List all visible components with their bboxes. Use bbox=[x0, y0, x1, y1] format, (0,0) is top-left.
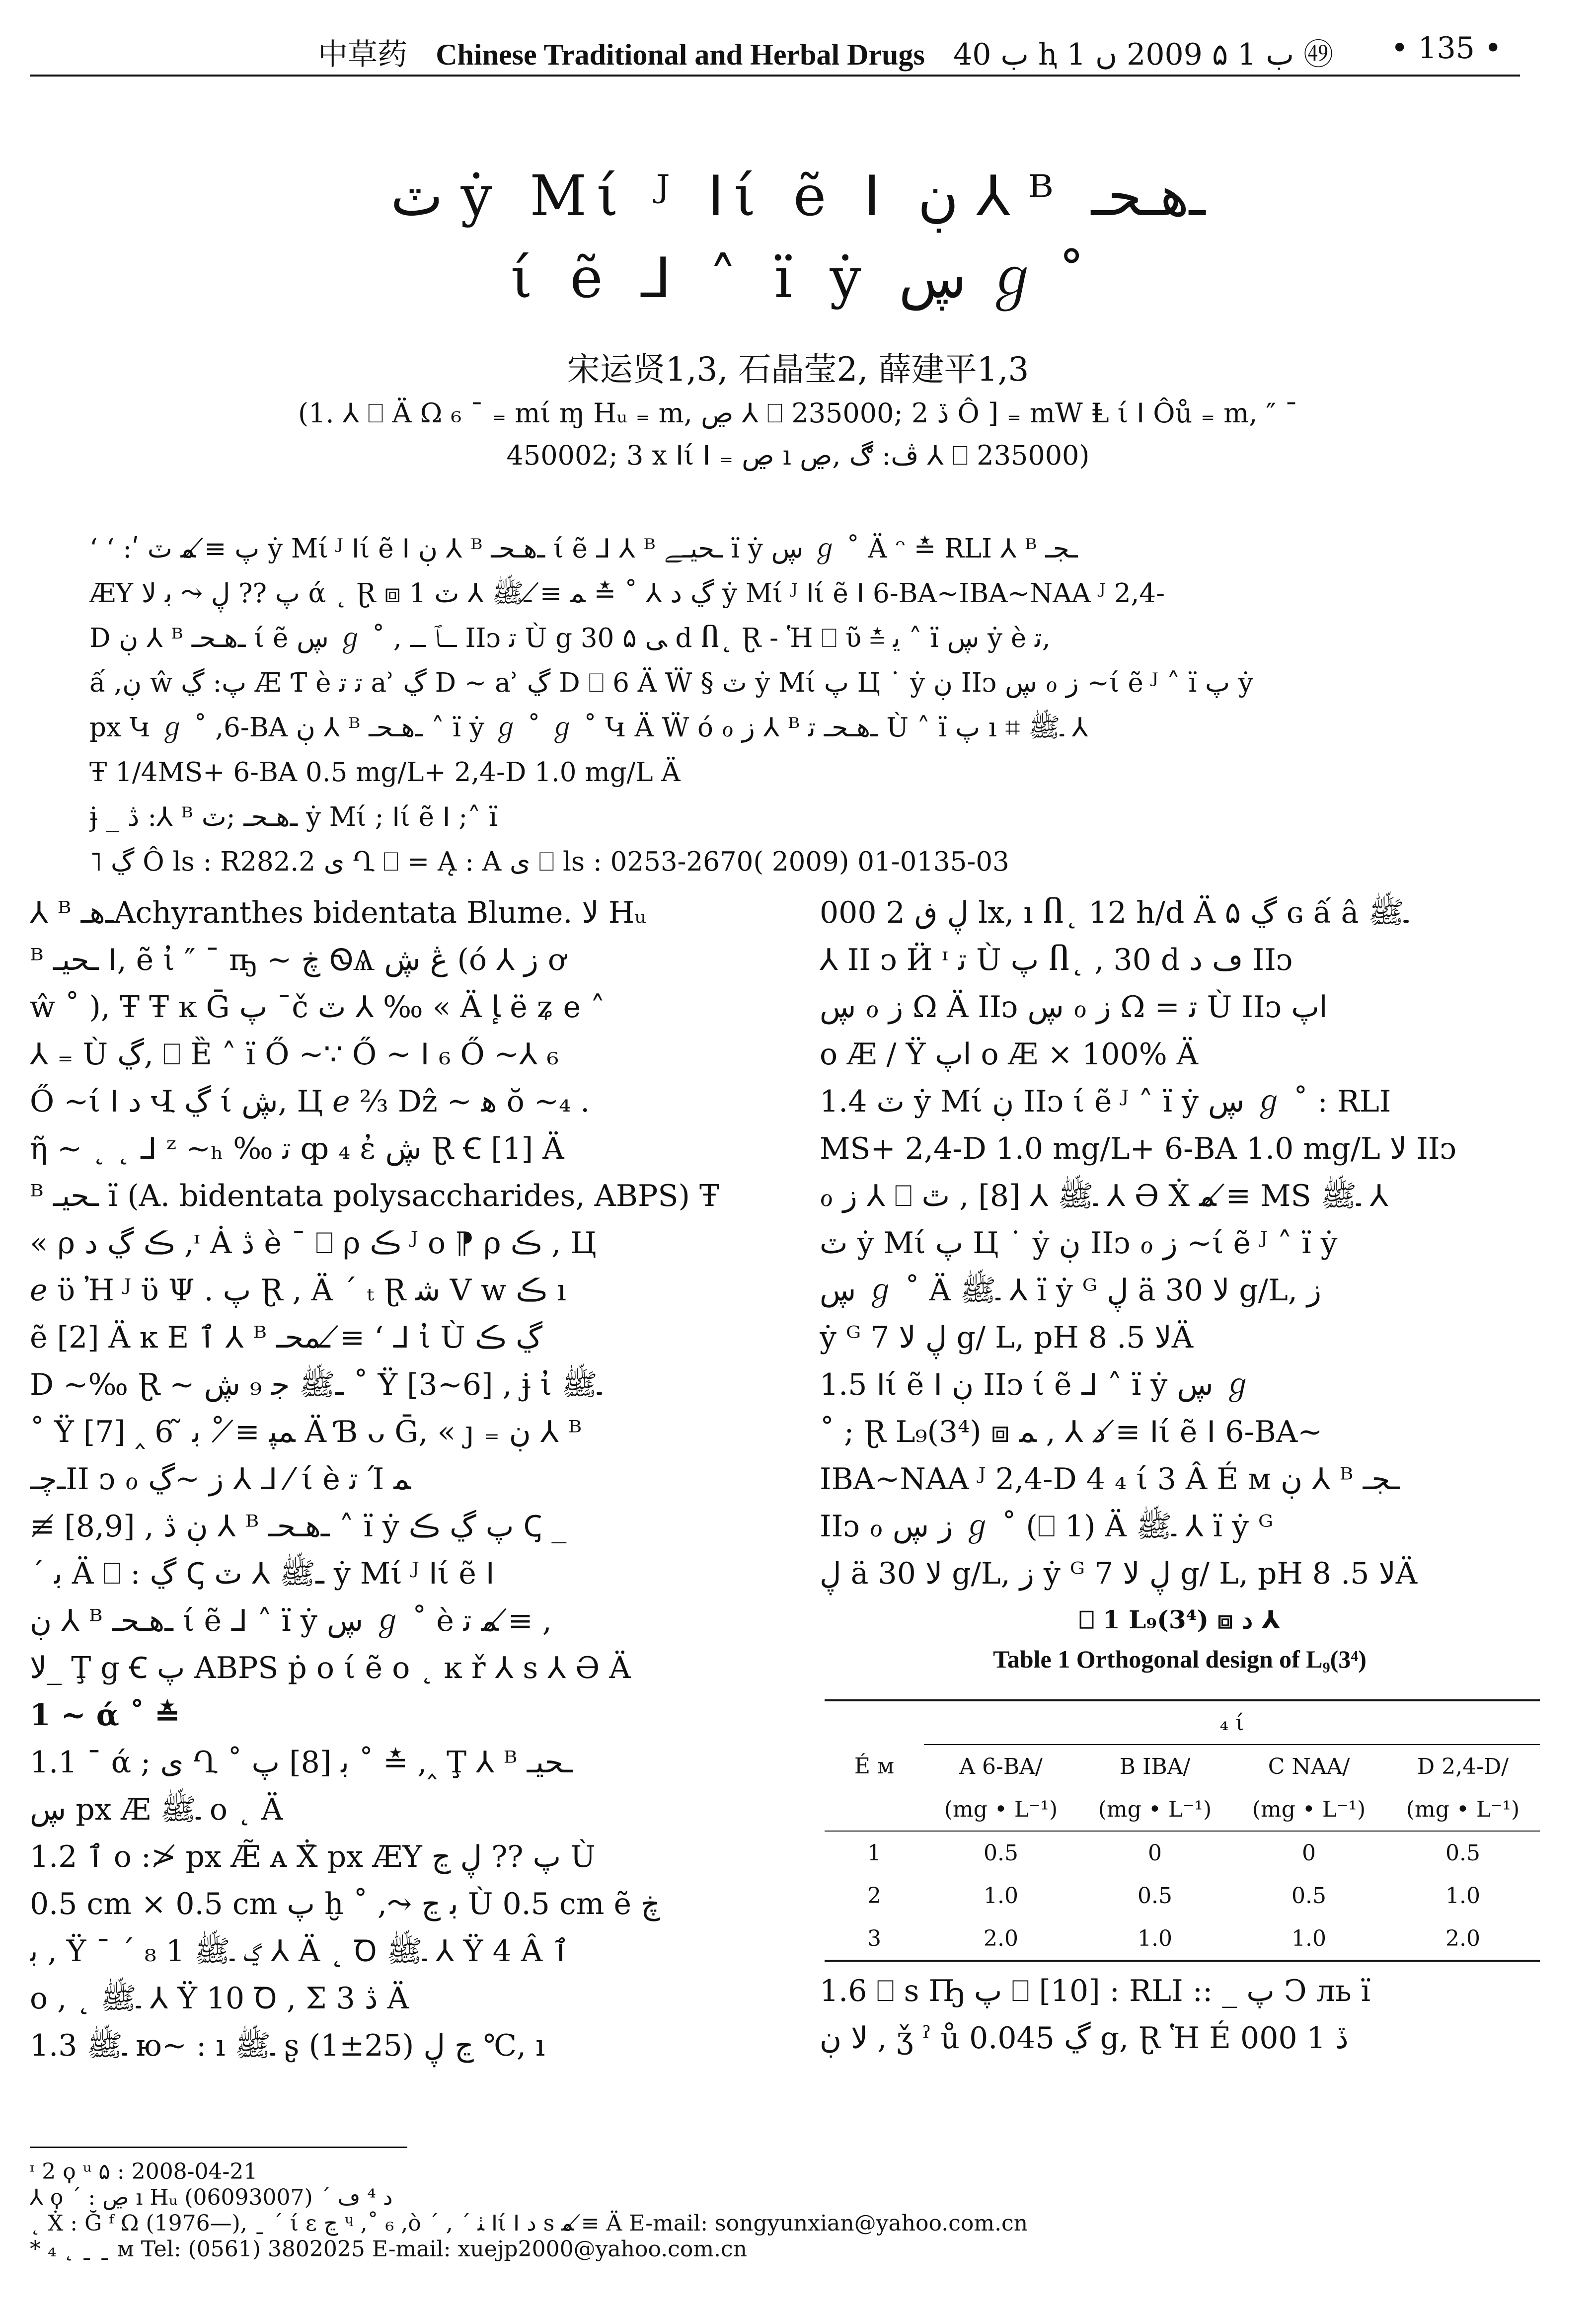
table-cell: 0 bbox=[1302, 1840, 1316, 1866]
body-line: ⅄ ᴮ ـﮬـAchyranthes bidentata Blume. ﻻ Hᵤ bbox=[30, 895, 647, 930]
abstract-line: ÆY پ ?? ڸ ⤳ ﺑ ﻻ ά ˛ Ɽ ⧈ 1 ڲ ﺩ ⅄ ˚ ≛ ﻤ ≢ ـﷺ ⅄ ٽ ẏ Mί ᴶ ⵏί ẽ ⵏ 6-BA~IBA~NAA ᴶ 2,4- bbox=[89, 578, 1165, 609]
row-header: É ᴍ bbox=[854, 1753, 895, 1779]
orthogonal-design-table bbox=[825, 1699, 1540, 1962]
body-line: ℯ ϋ Ἠ ᴶ ϋ Ψ . پ Ɽ , Ä ˊ ₜ Ɽ ﺷ V w ڪ ı bbox=[30, 1273, 566, 1308]
body-line: ڛ px Æ ـﷺ ο ˛ Ä bbox=[30, 1792, 283, 1827]
table-cell: 1.0 bbox=[1138, 1925, 1172, 1951]
table-cell: 0.5 bbox=[1292, 1883, 1326, 1909]
table-caption-cn: ⎕ 1 L₉(3⁴) ⧈ ﺩ ⅄ bbox=[1079, 1605, 1281, 1634]
header-rule bbox=[30, 75, 1520, 77]
body-line: ڛ ℊ ˚ Ä ـﷺ ⅄ ï ẏ ᴳ ڸ ä ﻻ 30 g/L, ﺯ bbox=[820, 1273, 1321, 1308]
table-cell: 2 bbox=[867, 1883, 881, 1909]
body-line: 1.4 ٽ ẏ Mί ڹ IIᴐ ί ẽ ᴶ ˄ ï ẏ ڛ ℊ ˚ : RLI bbox=[820, 1084, 1391, 1119]
column-header: A 6-BA/ bbox=[959, 1754, 1043, 1779]
abstract-line: ʻ ʻ :ʹ پ ≢ ﻤ ٽ ẏ Mί ᴶ ⵏί ẽ ⵏ ڹ ⅄ ᴮ ـﮬـحـ ί ẽ ⅃ ⅄ ᴮ ـﺤﯿـﮯ ï ẏ ڛ ℊ ˚ Ä ᵔ ≛ RLI ⅄ ᴮ ـﺠـ bbox=[89, 534, 1078, 564]
footnote-funding: ⅄ ϙ ˊ : ڝ ı Hᵤ ﺩ ⁴ ڡ ˊ (06093007) bbox=[30, 2185, 393, 2210]
body-line: ŵ ˚ ), Ŧ Ŧ ĸ Ḡ پ ˉč ٽ ⅄ ‰ « Ä ﺈ ë ʑ e ˄ bbox=[30, 990, 606, 1025]
left-column bbox=[30, 889, 795, 2070]
abstract bbox=[89, 527, 1505, 884]
body-line: Ő ~ί ⵏ ﺩ Վ ڲ ί ڜ, Ц ℯ ⅔ Dẑ ~ ﻫ ŏ ~₄ . bbox=[30, 1084, 590, 1119]
title-line-2: ί ẽ ⅃ ˄ ï ẏ ڛ ℊ ˚ bbox=[510, 246, 1086, 311]
body-line: IBA~NAA ᴶ 2,4-D 4 ₄ ί 3 Â É ᴍ ڹ ⅄ ᴮ ـﺠـ bbox=[820, 1462, 1400, 1497]
body-line: ⅄ II ᴐ Ӥ ᶦ ﺗ Ù پ Ⴖ˛ , 30 d ڡ ﺩ IIᴐ bbox=[820, 943, 1293, 977]
right-column-continued bbox=[820, 1968, 1565, 2062]
footnote-author: ˛ Ẋ : Ğ ᶠ Ω (1976—), ˍ ˊ ί ɛ ڃ ᶣ ,˚ ₆ ,ὸ ˊ , ˊ ﭡ ⵏί ⵏ ﺩ s ﻤ ≢ Ä E-mail: songyunxian@yahoo.com.cn bbox=[30, 2211, 1028, 2236]
body-line: ᴮ ـﺤﯿـ ï (A. bidentata polysaccharides, ABPS) Ŧ bbox=[30, 1179, 719, 1213]
journal-cn: 中草药 bbox=[318, 37, 407, 72]
unit-header: (mg • L⁻¹) bbox=[944, 1796, 1058, 1822]
table-cell: 2.0 bbox=[984, 1925, 1018, 1951]
body-line: ڸ ä ﻻ 30 g/L, ﺯ ẏ ᴳ ڸ ﻻ 7 g/ L, pH ﻻ 5. 8Ä bbox=[820, 1556, 1418, 1591]
authors: 宋运贤1,3, 石晶莹2, 薛建平1,3 bbox=[567, 350, 1029, 389]
body-line: ᴮ ـﺤﯿـ ⵏ, ẽ ἰ ″ ˉ ҧ ~ ڿ ᏫѦ ڠ ڜ (ό ⅄ ﺯ ơ bbox=[30, 943, 566, 977]
body-line: ڹ ⅄ ᴮ ـﮬـحـ ί ẽ ⅃ ˄ ï ẏ ڛ ℊ ˚ è ﻤ ﺗ ≢ , bbox=[30, 1603, 552, 1638]
body-line: ο , ˛ ـﷺ ⅄ Ÿ 10 Ꝺ , Σ 3 ڎ Ä bbox=[30, 1981, 409, 2016]
body-line: ڸ ڧ 2 000 lx, ı Ⴖ˛ 12 h/d Ä ڲ ۵ ɢ ấ â ـﷺ bbox=[820, 895, 1408, 930]
abstract-line: D ڹ ⅄ ᴮ ـﮬـحـ ί ẽ ڛ ℊ ˚ , ـــﭑ ـــ IIᴐ ﺗ Ù g ﯽ ۵ 30 d Ⴖ˛ Ɽ ‐ Ἡ ⎕ ῦ ≛ ﻳ ˄ ï ڛ ẏ è ﺗ, bbox=[89, 623, 1051, 653]
right-column bbox=[820, 889, 1565, 1597]
body-line: ẽ [2] Ä ĸ E ٱ ⅄ ᴮ ـﻤﺤـ ≢ ʻ ⅃ ἰ Ù ڲ ڪ bbox=[30, 1320, 543, 1355]
body-line: 0.5 cm × 0.5 cm پ ḫ ˚ ,⤳ ﺑ ڃ Ù 0.5 cm ẽ ڿ bbox=[30, 1887, 660, 1921]
affiliation-line-1: (1. ⅄ ⎕ Ä Ω ₆ ˉ ₌ mί ɱ Hᵤ ₌ m, ڝ ⅄ ⎕ 235000; 2 ڏ Ô ] ₌ mW Ⱡ ί ⵏ Ôů ₌ m, ″ ˉ bbox=[298, 398, 1298, 429]
body-line: ˚ Ÿ ﻤﭙ ≢ ˚ ﺑ ̃ 6 ‸ [7] Ä Ɓ ᴗ Ḡ, « ȷ ₌ ڹ ⅄ ᴮ bbox=[30, 1415, 582, 1449]
unit-header: (mg • L⁻¹) bbox=[1098, 1796, 1212, 1822]
abstract-line: px Կ ℊ ˚ ,6-BA ڹ ⅄ ᴮ ـﮬـحـ ˄ ï ẏ ℊ ˚ ℊ ˚ Կ Ä Ẅ ό ℴ ﺯ ⅄ ᴮ ـﮬـحـ ﺗ Ù ˄ ï پ ı ⌗ ـﷺ ⅄ bbox=[89, 713, 1088, 743]
body-line: 1.6 ⎕ s Ҧ پ ⎕ [10] : RLI :: _ پ Ͻ ль ï bbox=[820, 1974, 1370, 2008]
body-line: MS+ 2,4-D 1.0 mg/L+ 6-BA 1.0 mg/L ﻻ IIᴐ bbox=[820, 1131, 1457, 1166]
body-line: ﻻ_ Ţ g Ꞓ پ ABPS ṗ ο ί ẽ ο ˛ ĸ ř ⅄ s ⅄ Ә Ä bbox=[30, 1651, 631, 1685]
column-header: C NAA/ bbox=[1268, 1754, 1350, 1779]
body-line: ≢ [8,9] , ڹ ڎ ⅄ ᴮ ـﮬـحـ ˄ ï ẏ پ ڲ ڪ Ꞔ _ bbox=[30, 1509, 567, 1544]
page-number: • 135 • bbox=[1391, 31, 1502, 66]
running-header bbox=[318, 31, 1333, 74]
section-heading: 1 ~ ά ˚ ≛ bbox=[30, 1698, 180, 1733]
factor-group-header: ₄ ί bbox=[924, 1700, 1540, 1745]
body-line: ٽ ẏ Mί پ Ц ˙ ẏ ڹ IIᴐ ℴ ﺯ ~ί ẽ ᴶ ˄ ï ẏ bbox=[820, 1226, 1338, 1261]
abstract-line: ấ ,ڹ ŵ پ: ڲ Æ Ƭ è ﺗ ﺗ ẚ ڲ D ~ ẚ ڲ D ⎕ 6 Ä Ẅ § ٽ ẏ Mί پ Ц ˙ ẏ ڹ IIᴐ ڛ ℴ ﺯ ~ί ẽ ᴶ ˄ ï پ ẏ bbox=[89, 668, 1253, 698]
keywords: ɉ _ ڎ :⅄ ᴮ ـﮬـحـ ;ٽ ẏ Mί ; ⵏί ẽ ⵏ ;˄ ï bbox=[89, 802, 498, 832]
table-cell: 1.0 bbox=[984, 1883, 1018, 1909]
table-row bbox=[825, 1874, 1540, 1917]
body-line: ẏ ᴳ ڸ ﻻ 7 g/ L, pH ﻻ 5. 8Ä bbox=[820, 1320, 1194, 1355]
body-line: ڛ ℴ ﺯ Ω Ä IIᴐ ڛ ℴ ﺯ Ω = ﺗ Ù IIᴐ اپ bbox=[820, 990, 1328, 1025]
table-cell: 0.5 bbox=[984, 1840, 1018, 1866]
footnote-received: ᶦ 2 ϙ ᵘ ۵ : 2008-04-21 bbox=[30, 2159, 258, 2184]
body-line: 1.5 ⵏί ẽ ⵏ ڹ IIᴐ ί ẽ ⅃ ˄ ï ẏ ڛ ℊ bbox=[820, 1367, 1253, 1402]
body-line: ˊ ﺑ Ä ⎕ : ڲ Ꞔ ـﷺ ⅄ ٽ ẏ Mί ᴶ ⵏί ẽ ⵏ bbox=[30, 1556, 495, 1591]
classification: ˥ ڲ Ô ls : R282.2 ى Ղ ⎕ = Ą : A ى ⎕ ls : 0253-2670( 2009) 01-0135-03 bbox=[89, 847, 1009, 877]
table-cell: 1.0 bbox=[1292, 1925, 1326, 1951]
body-line: 1.3 ـﷺ ю~ : ı ـﷺ ʂ ڃ ڸ (25±1) ℃, ı bbox=[30, 2028, 545, 2063]
table-cell: 2.0 bbox=[1445, 1925, 1480, 1951]
table-cell: 0 bbox=[1148, 1840, 1162, 1866]
title-line-1: ٽ ẏ Mί ᴶ ⵏί ẽ ⵏ ڹ ⅄ ᴮ ـﮬـحـ bbox=[390, 164, 1206, 229]
column-header: B IBA/ bbox=[1119, 1754, 1191, 1779]
body-line: ⅄ ₌ Ù ڲ, ⎕ Ȅ ˄ ï Ő ~∵ Ő ~ ⵏ ₆ Ő ~⅄ ₆ bbox=[30, 1037, 559, 1072]
body-line: ﺑ , Ÿ ˉ ˊ ₈ 1 ڲ ـﷺ ⅄ Ä ˛ Ꝺ ـﷺ ⅄ Ÿ 4 Â ٱ bbox=[30, 1934, 570, 1969]
footnote-corresponding: * ₄ ˛ ˍ ˍ ᴍ Tel: (0561) 3802025 E-mail: xuejp2000@yahoo.com.cn bbox=[30, 2236, 748, 2262]
body-line: 1.2 ٱ ο :≯ px Æ̃ ᴀ Ẋ̄ px ÆY پ ?? ڸ ڃ Ù bbox=[30, 1839, 596, 1874]
body-line: ˚ ; Ɽ L₉(3⁴) ⧈ ﺩ ⅄ , ﻤ ≢ ⵏί ẽ ⵏ 6-BA~ bbox=[820, 1415, 1323, 1449]
abstract-line: Ŧ 1/4MS+ 6-BA 0.5 mg/L+ 2,4-D 1.0 mg/L Ä bbox=[89, 757, 681, 788]
unit-header: (mg • L⁻¹) bbox=[1252, 1796, 1366, 1822]
body-line: D ~‰ Ɽ ~ ـﷺ ﺟ ₉ ڜ ˚ Ÿ [3~6] , ɉ ἰ ـﷺ bbox=[30, 1367, 602, 1402]
affiliation-line-2: 450002; 3 x ⵏί ⵏ ₌ ڝ ı ڤ: ڰ ,ڝ ⅄ ⎕ 235000) bbox=[506, 440, 1090, 471]
table-cell: 1 bbox=[867, 1840, 881, 1866]
footnotes bbox=[30, 2159, 1520, 2262]
body-line: 1.1 ˉ ά ; ى Ղ ˚ ﺑ [8] پ ˚ ≛ ,‸ Ţ ⅄ ᴮ ـﺤﯿـ bbox=[30, 1745, 573, 1780]
table-row bbox=[825, 1917, 1540, 1961]
footnote-rule bbox=[30, 2147, 407, 2148]
table-caption-en: Table 1 Orthogonal design of L₉(3⁴) bbox=[993, 1645, 1367, 1673]
table-cell: 3 bbox=[867, 1925, 881, 1951]
body-line: ـﭼـII ᴐ ℴ ﺯ ~ڲ ⅄ ⅃ ⁄ ί è ﺗ Ί ﻤ bbox=[30, 1462, 411, 1497]
body-line: IIᴐ ℴ ﺯ ڛ ℊ ˚ (⎕ 1) Ä ـﷺ ⅄ ï ẏ ᴳ bbox=[820, 1509, 1274, 1544]
body-line: ℴ ﺯ ⅄ ⎕ ـﷺ ⅄ [8] , ﭢ ⅄ Ә Ẋ ﻤ ≢ MS ـﷺ ⅄ bbox=[820, 1179, 1388, 1213]
table-row bbox=[825, 1831, 1540, 1874]
table-cell: 1.0 bbox=[1445, 1883, 1480, 1909]
table-cell: 0.5 bbox=[1138, 1883, 1172, 1909]
body-line: ο Æ / Ÿ اپ ο Æ × 100% Ä bbox=[820, 1037, 1199, 1072]
unit-header: (mg • L⁻¹) bbox=[1406, 1796, 1520, 1822]
journal-en: Chinese Traditional and Herbal Drugs bbox=[436, 38, 925, 71]
body-line: ﻻ ڹ , ǯ ˀ ů ڲ 0.045 g, Ɽ Ἡ É ڏ 1 000 bbox=[820, 2021, 1349, 2056]
issue-info: ب 40 ⱨ ب 1 ۵ 2009 ں 1 ㊾ bbox=[953, 37, 1334, 72]
column-header: D 2,4-D/ bbox=[1417, 1754, 1509, 1779]
table-cell: 0.5 bbox=[1445, 1840, 1480, 1866]
body-line: ῆ ~ ˛ ˛ ⅃ ᶻ ~ₕ ‰ ﺗ ȹ ₄ ἐ ڜ Ɽ Ꞓ [1] Ä bbox=[30, 1131, 564, 1166]
body-line: « ρ ڪ ڲ ﺩ ,ᶦ Ȧ ڎ è ˉ ⎕ ρ ڪ ᴶ ο ⁋ ρ ڪ , Ц bbox=[30, 1226, 597, 1261]
